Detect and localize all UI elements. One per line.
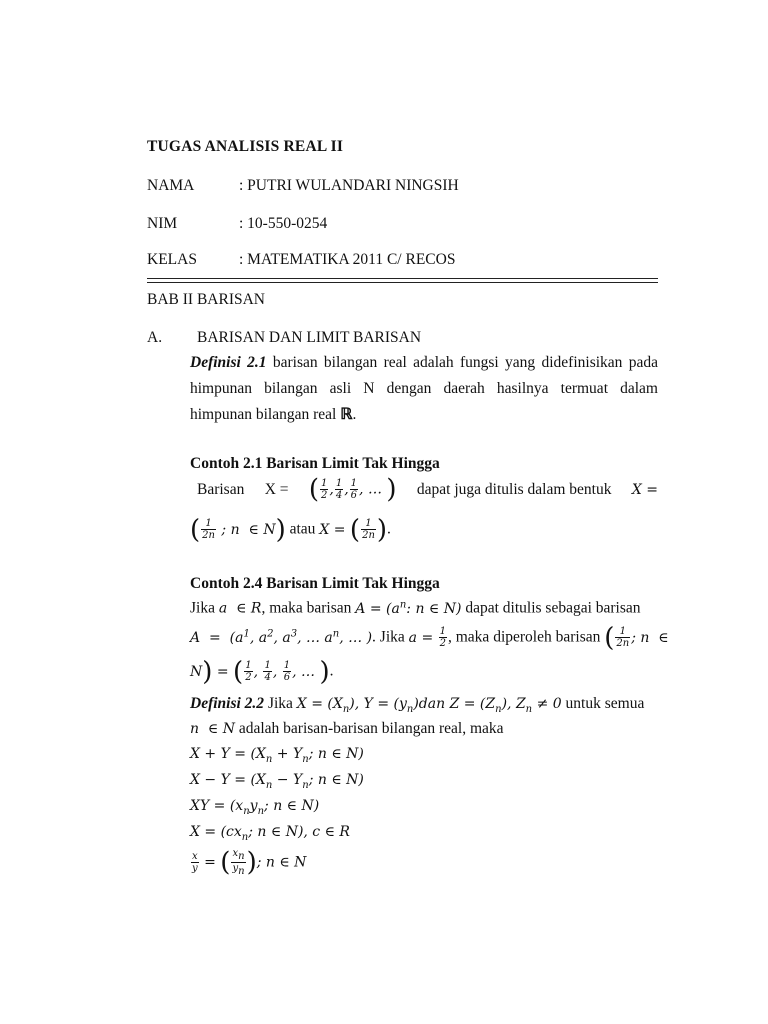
nim-label: NIM (147, 215, 178, 232)
formula-scalar: $X = (cx_n$; n ∈ N), c ∈ R (190, 824, 350, 843)
name-value: : PUTRI WULANDARI NINGSIH (239, 177, 459, 194)
definition-2-1: Definisi 2.1 barisan bilangan real adalah fungsi yang didefinisikan pada himpunan bilangan asli N dengan daerah hasilnya termuat dalam himpunan bilangan real ℝ. (190, 354, 658, 423)
example-2-4-line1: Jika a ∈ R, maka barisan $A = (a^n$: n ∈ N) dapat ditulis sebagai barisan (190, 599, 641, 617)
example-2-4-line2: $A = (a^1$, $a^2$, $a^3$, … $a^n$, … ). Jika a = $\frac{1}{2}$ , maka diperoleh barisan ( $\frac{1}{2n}$ ; n ∈ (190, 622, 669, 653)
section-title: BARISAN DAN LIMIT BARISAN (197, 329, 422, 346)
document-title: TUGAS ANALISIS REAL II (147, 138, 344, 155)
definition-2-2-line2: n ∈ N adalah barisan-barisan bilangan real, maka (190, 720, 504, 737)
sequence-half-quarter-sixth: ( $\frac{1}{2}$ , $\frac{1}{4}$ , $\frac{1}{6}$ , … ) (308, 474, 397, 505)
definition-2-1-line1: barisan bilangan real adalah fungsi yang didefinisikan pada (266, 354, 658, 371)
chapter-heading: BAB II BARISAN (147, 291, 265, 308)
double-rule-top (147, 278, 658, 279)
example-2-1-line2: ( $\frac{1}{2n}$ ; n ∈ N) atau X = ( $\frac{1}{2n}$ ). (190, 514, 391, 545)
section-letter: A. (147, 329, 163, 346)
definition-2-1-line2: himpunan bilangan asli N dengan daerah hasilnya termuat dalam (190, 380, 658, 397)
nim-value: : 10-550-0254 (239, 215, 328, 232)
real-numbers-symbol: ℝ (340, 406, 353, 423)
formula-sum: $X + Y = (X_n + Y_n$; n ∈ N) (190, 746, 364, 765)
definition-2-2-line1: Definisi 2.2 Jika $X = (X_n)$, $Y = (y_n)dan$ $Z = (Z_n)$, $Z_n \ne 0$ untuk semua (190, 695, 645, 715)
double-rule-bottom (147, 282, 658, 283)
example-2-4-line3: N) = ( $\frac{1}{2}$ , $\frac{1}{4}$ , $\frac{1}{6}$ , … ). (190, 656, 334, 687)
formula-difference: $X - Y = (X_n - Y_n$; n ∈ N) (190, 772, 364, 791)
definition-2-2-label: Definisi 2.2 (190, 695, 265, 712)
example-2-1-heading: Contoh 2.1 Barisan Limit Tak Hingga (190, 455, 440, 472)
definition-2-1-line3: himpunan bilangan real (190, 406, 341, 423)
example-2-4-heading: Contoh 2.4 Barisan Limit Tak Hingga (190, 575, 440, 592)
kelas-label: KELAS (147, 251, 197, 268)
formula-quotient: $\frac{x}{y}$ = ( $\frac{x_n}{y_n}$ ); n ∈ N (192, 847, 307, 878)
kelas-value: : MATEMATIKA 2011 C/ RECOS (239, 251, 456, 268)
definition-2-1-label: Definisi 2.1 (190, 354, 267, 371)
name-label: NAMA (147, 177, 195, 194)
formula-product: XY = ($x_ny_n$; n ∈ N) (190, 798, 320, 817)
example-2-1-line1: Barisan X = ( $\frac{1}{2}$ , $\frac{1}{4}$ , $\frac{1}{6}$ , … ) dapat juga ditulis dalam bentuk X = (197, 474, 658, 505)
